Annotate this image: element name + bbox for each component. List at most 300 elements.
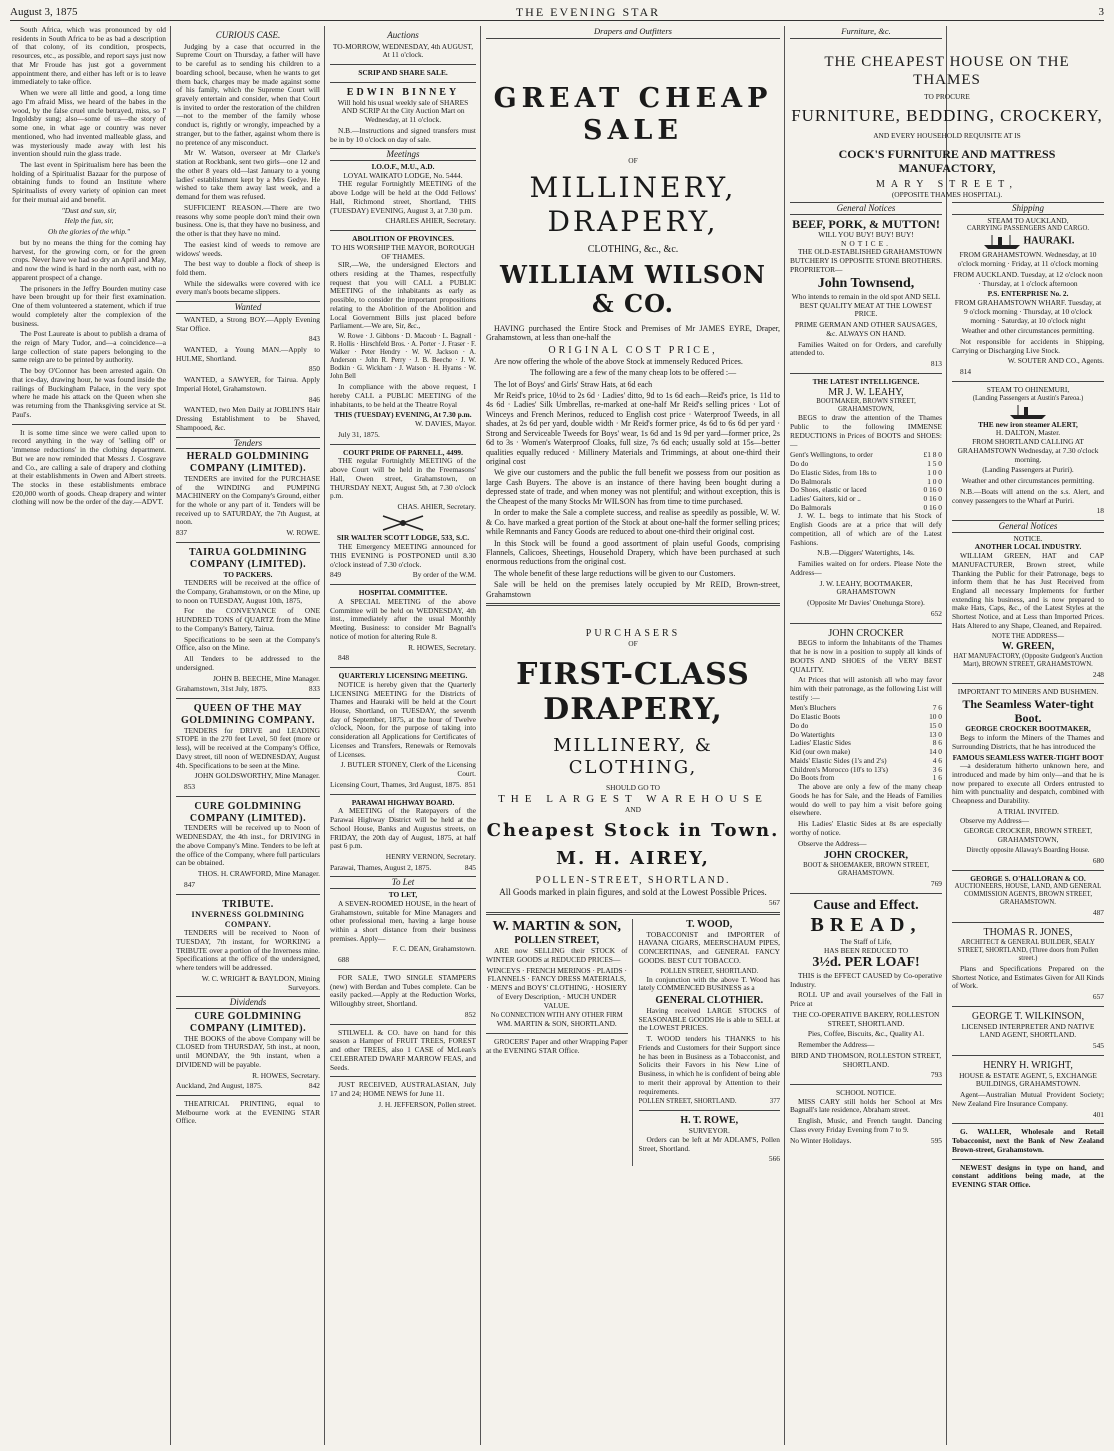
ad-number: 846 — [308, 394, 320, 404]
ad-note: A TRIAL INVITED. — [997, 806, 1059, 816]
meeting-footer — [330, 571, 476, 580]
ad-number: 852 — [464, 1009, 476, 1019]
divider — [176, 698, 320, 699]
divider — [486, 1033, 628, 1034]
ad-text: PRIME GERMAN AND OTHER SAUSAGES, &c. ALWAYS ON HAND. — [794, 320, 938, 338]
tender-text: All Tenders to be addressed to the undersigned. — [176, 654, 320, 672]
ad-text: We give our customers and the public the full benefit we possess from our position as large Cash Buyers. The above is an instance of there having been bought during a depressed state of trade, and when money was not plentiful; and without exception, this is the Cheapest of the many Stocks Mr WILSON has from time to time purchased. — [486, 468, 780, 506]
section-heading-to-let: To Let — [330, 876, 476, 889]
firm-address: HAT MANUFACTORY, (Opposite Gudgeon's Auction Mart), BROWN STREET, GRAHAMSTOWN. — [953, 652, 1103, 668]
tender-title: TRIBUTE. — [222, 898, 274, 910]
meeting-time: THIS (TUESDAY) EVENING, At 7.30 p.m. — [334, 410, 472, 420]
ad-text: J. W. L. begs to intimate that his Stock of English Goods are at a price that will defy competition, all of which are of the Latest Fashions. — [790, 511, 942, 547]
profession: SURVEYOR. — [688, 1126, 730, 1136]
firm-location-note: (OPPOSITE THAMES HOSPITAL). — [891, 190, 1003, 199]
auction-title: SCRIP AND SHARE SALE. — [358, 68, 448, 78]
firm-address: BOOTMAKER, BROWN STREET, GRAHAMSTOWN, — [816, 398, 916, 414]
price-item: Do Boots from — [790, 773, 835, 783]
nursery-ad: STILWELL & CO. have on hand for this season a Hamper of FRUIT TREES, FOREST and other TREES, also 1 CASE of McLean's CELEBRATED DWARF MARROW FEAS, and Seeds. — [330, 1027, 476, 1072]
ad-connector: TO PROCURE — [924, 92, 970, 102]
signature: R. HOWES, Secretary. — [252, 1070, 320, 1080]
price-table — [790, 704, 942, 783]
divider — [639, 1110, 781, 1111]
firm-signature: WM. MARTIN & SON, SHORTLAND. — [496, 1019, 617, 1029]
meeting-text: A SPECIAL MEETING of the above Committee will be held on WEDNESDAY, 4th inst., immediately after the usual Monthly Meeting. Business: to consider Mr Bagnall's notice of motion for altering Rule 8. — [330, 596, 476, 641]
divider — [330, 1076, 476, 1077]
notice-title: SCHOOL NOTICE. — [835, 1087, 897, 1097]
ad-note: Not responsible for accidents in Shipping, Carrying or Discharging Live Stock. — [952, 336, 1104, 355]
tender-title: QUEEN OF THE MAY GOLDMINING COMPANY. — [181, 703, 315, 726]
ad-number: 843 — [308, 334, 320, 344]
firm-name: HENRY H. WRIGHT, — [983, 1059, 1073, 1071]
firm-name: COCK'S FURNITURE AND MATTRESS MANUFACTORY, — [838, 146, 1056, 176]
paragraph-text: While the sidewalks were covered with ice every man's boots became slippers. — [176, 278, 320, 297]
ad-text: Families waited on for orders. Please Note the Address— — [790, 559, 942, 577]
price-row — [790, 713, 942, 722]
ad-headline: GREAT CHEAP SALE — [493, 83, 773, 146]
ad-text: WILLIAM GREEN, HAT and CAP MANUFACTURER, Brown street, while Thanking the Public for their Patronage, begs to inform them that he has Just Received from England all necessary Implements for further extending his business, and is now prepared to make Hats, Caps, &c., of the Latest Styles at the Shortest Notice, and at Less than Imported Prices. Hats Altered to any Shape, Cleaned, and Repaired. — [952, 551, 1104, 630]
ad-number: 680 — [1092, 855, 1104, 865]
ad-text: Remember the Address— — [798, 1040, 875, 1050]
ad-text: Agent—Australian Mutual Provident Society; New Zealand Fire Insurance Company. — [952, 1090, 1104, 1108]
signature: W. DAVIES, Mayor. — [415, 419, 476, 429]
ad-number: 401 — [1092, 1109, 1104, 1119]
ad-number: 545 — [1092, 1041, 1104, 1051]
divider — [952, 381, 1104, 382]
ad-headline: PURCHASERS — [585, 628, 681, 640]
price-row — [790, 451, 942, 460]
tender-text: TENDERS are invited for the PURCHASE of the WINDING and PUMPING MACHINERY on the Company's Ground, either for the whole or any part of it. Tenders will be received up to SATURDAY, the 7th August, at noon. — [176, 473, 320, 527]
tender-text: TENDERS will be received up to Noon of WEDNESDAY, the 4th inst., for DRIVING in the above Company's Mine. Tenders to be left at the office of the Company, where full particulars can be obtained. — [176, 823, 320, 868]
tender-title: CURE GOLDMINING COMPANY (LIMITED). — [189, 800, 307, 824]
firm-signature: GEORGE CROCKER, BROWN STREET, GRAHAMSTOWN, — [963, 826, 1093, 845]
meeting-date: July 31, 1875. — [338, 429, 380, 439]
classified-ad: WANTED, a SAWYER, for Tairua. Apply Imperial Hotel, Grahamstown. — [176, 375, 320, 393]
article-text: The last event in Spiritualism here has been the holding of a Spiritualist Bazaar for the purpose of obtaining funds to found an Institute where Spiritualists of every variety of opinion can meet for their mutual aid and benefit. — [12, 160, 166, 204]
steamship-icon — [952, 403, 1104, 421]
firm-name: T. WOOD, — [686, 918, 733, 930]
meeting-text: THE regular Fortnightly MEETING of the above Lodge will be held at the Odd Fellows' Hall, Richmond street, Shortland, THIS (TUESDAY) EVENING, August 3, at 7.30 p.m. — [330, 179, 476, 215]
ad-text: Orders can be left at Mr ADLAM'S, Pollen Street, Shortland. — [638, 1134, 780, 1153]
ad-text: ARE now SELLING their STOCK of WINTER GOODS at REDUCED PRICES— — [486, 946, 628, 964]
ad-note: N.B.—Boats will attend on the s.s. Alert, and convey passengers to the Wharf at Puriri. — [952, 486, 1104, 505]
ad-number: 595 — [930, 1135, 942, 1145]
signature: W. C. WRIGHT & BAYLDON, Mining Surveyors. — [201, 973, 320, 992]
ad-text: Plans and Specifications Prepared on the Shortest Notice, and Estimates Given for All Kinds of Work. — [952, 963, 1104, 991]
signature: HENRY VERNON, Secretary. — [385, 851, 476, 861]
meeting-title: ABOLITION OF PROVINCES. — [352, 234, 454, 244]
divider — [176, 542, 320, 543]
signature: JOHN B. BEECHE, Mine Manager. — [213, 673, 320, 683]
classified-ad: WANTED, two Men Daily at JOBLIN'S Hair Dressing Establishment to be Shaved, Shampooed, &c. — [176, 405, 320, 432]
meeting-text: THE Emergency MEETING announced for THIS EVENING is POSTPONED until 8.30 o'clock instead of 7.30 o'clock. — [330, 542, 476, 569]
ad-emphasis: ORIGINAL COST PRICE, — [548, 344, 718, 356]
price-item: Do Balmorals — [790, 476, 832, 486]
ad-number: 847 — [184, 879, 196, 889]
ship-master: H. DALTON, Master. — [995, 428, 1061, 438]
ad-headline: FURNITURE, BEDDING, CROCKERY, — [791, 106, 1103, 126]
price-value: 10 0 — [929, 712, 942, 722]
page-number: 3 — [1098, 5, 1104, 18]
firm-name: WILLIAM WILSON & CO. — [500, 260, 766, 318]
notice-title: NOTICE. — [1013, 533, 1043, 543]
ad-headline: GENERAL CLOTHIER. — [655, 995, 764, 1007]
article-text: The boy O'Connor has been arrested again. On that ice-day, drawing hour, he was found inside the railings of Buckingham Palace, in the very spot where he made his attack on the Queen when she was returning from the Thanksgiving service at St. Paul's. — [12, 366, 166, 419]
verse-line: Oh the glories of the whip." — [48, 227, 130, 237]
auction-note: N.B.—Instructions and signed transfers must be in by 10 o'clock on day of sale. — [330, 125, 476, 144]
ad-text: Observe the Address— — [798, 838, 867, 848]
ad-text: Who intends to remain in the old spot AND SELL BEST QUALITY MEAT AT THE LOWEST PRICE. — [791, 291, 941, 319]
divider — [790, 373, 942, 374]
column-auctions-meetings — [326, 26, 480, 1445]
price-value: 3 6 — [932, 764, 942, 774]
verse-line: "Dust and sun, sir, — [61, 205, 117, 215]
ad-number: 851 — [464, 779, 476, 789]
classified-ad: WANTED, a Young MAN.—Apply to HULME, Shortland. — [176, 344, 320, 363]
lodge-emblem-line: I.O.O.F., M.U., A.D. — [371, 161, 435, 171]
ship-name: HAURAKI. — [1023, 236, 1075, 248]
ad-note: Weather and other circumstances permitting. — [961, 476, 1095, 486]
ad-text: In this Stock will be found a good assortment of plain useful Goods, comprising Flannels, Calicoes, Sheetings, Household Drapery, which have been purchased at such enormous reductions from the original cost. — [486, 538, 780, 567]
article-heading: CURIOUS CASE. — [215, 30, 281, 40]
ad-number: 688 — [338, 955, 350, 965]
dividend-footer — [176, 1082, 320, 1091]
ad-number: 18 — [1096, 506, 1104, 516]
ad-text: Observe my Address— — [960, 815, 1029, 825]
ship-name: P.S. ENTERPRISE No. 2. — [987, 289, 1069, 299]
divider — [330, 667, 476, 668]
firm-address: BOOT & SHOEMAKER, BROWN STREET, GRAHAMSTOWN. — [803, 862, 929, 878]
divider — [486, 603, 780, 606]
column-shipping — [948, 198, 1108, 1445]
let-title: TO LET, — [388, 890, 418, 900]
ship-name: THE new iron steamer ALERT, — [978, 419, 1078, 429]
wood-ad — [639, 919, 781, 1166]
divider — [330, 64, 476, 65]
firm-address: POLLEN-STREET, SHORTLAND. — [535, 874, 731, 886]
paragraph-text: SUFFICIENT REASON.—There are two reasons why some people don't mind their own business. One is, that they have no business, and the other is that they have no mind. — [176, 202, 320, 239]
section-heading-drapers: Drapers and Outfitters — [486, 26, 780, 39]
ad-connector: AND — [624, 804, 641, 814]
schedule: FROM SHORTLAND CALLING AT GRAHAMSTOWN Wednesday, at 7.30 o'clock morning. — [957, 437, 1099, 464]
ad-text: BEGS to draw the attention of the Thames Public to the following IMMENSE REDUCTIONS in Prices of BOOTS and SHOES:— — [790, 413, 942, 449]
price-value: 1 0 0 — [927, 476, 942, 486]
ad-text: Pies, Coffee, Biscuits, &c., Quality A1. — [807, 1029, 925, 1039]
ad-text: HAS BEEN REDUCED TO — [823, 945, 909, 955]
firm-signature: BIRD AND THOMSON, ROLLESTON STREET, SHORTLAND. — [790, 1050, 942, 1069]
price-value: £1 8 0 — [923, 450, 942, 460]
divider — [790, 623, 942, 624]
price-item: Children's Morocco (10's to 13's) — [790, 764, 889, 774]
article-text: The prisoners in the Jeffry Bourden mutiny case have been brought up for their first examination. One of them volunteered a statement, which if true would completely alter the complexion of the business. — [12, 283, 166, 328]
price-item: Maids' Elastic Sides (1's and 2's) — [790, 755, 887, 765]
divider — [952, 922, 1104, 923]
ad-number: 837 — [176, 528, 188, 538]
ad-note: No CONNECTION WITH ANY OTHER FIRM — [490, 1012, 623, 1020]
signatories: W. Rowe · J. Gibbons · D. Macoub · L. Bagnall · R. Hollis · Hirschfeld Bros. · A. Porter · J. Fraser · F. Walker · Peter Hendry · W. W. Jackson · A. Anderson · John R. Perry · J. B. Beeche · J. W. Bodkin · G. Wickham · J. Watson · H. Hyams · W. John Bell — [330, 333, 476, 381]
tender-footer — [176, 685, 320, 694]
steamship-icon — [952, 233, 1104, 251]
ad-text: Sale will be held on the premises lately occupied by Mr REID, Brown-street, Grahamstown — [486, 580, 780, 599]
ad-number: 842 — [308, 1081, 320, 1091]
signature: JOHN GOLDSWORTHY, Mine Manager. — [194, 771, 320, 781]
ad-headline: Cheapest Stock in Town. — [486, 820, 780, 842]
firm-name: W. GREEN, — [1001, 640, 1055, 652]
dividend-title: CURE GOLDMINING COMPANY (LIMITED). — [189, 1010, 307, 1034]
ad-text: BEGS to inform the Inhabitants of the Thames that he is now in a position to supply all kinds of BOOTS AND SHOES of the VERY BEST QUALITY. — [790, 638, 942, 674]
route-title: STEAM TO OHINEMURI, — [986, 384, 1070, 394]
ad-text: MISS CARY still holds her School at Mrs Bagnall's late residence, Abraham street. — [790, 1096, 942, 1115]
notice-title: NOTICE. — [841, 238, 891, 248]
price-list: Mr Reid's price, 10½d to 2s 6d · Ladies' ditto, 9d to 1s 6d each—Reid's price, 1s 11d to 4s 6d · Ladies' Silk Umbrellas, re-marked at one-half Mr Reid's selling prices · Lot of Winceys and French Merinos, reduced to English cost price · Waterproof Tweeds, in all shades, at 2s 6d per yard, double width · Mr Reid's former price, 4s 6d to 6s 6d per yard · Strong and Serviceable Tweeds for Boys' wear, 1s 6d and 1s 9d per yard—former price, 2s 6d to 3s · Women's Waterproof Cloaks, full size, 7s 6d each; usually sold at 15s—better qualities equally reduced · Millinery Materials and Trimmings, at about one-third their original cost — [486, 390, 780, 466]
ad-text: All Goods marked in plain figures, and sold at the Lowest Possible Prices. — [499, 886, 767, 897]
ad-number: 845 — [464, 862, 476, 872]
ad-note: Weather and other circumstances permitting. — [961, 326, 1095, 336]
dividend-text: THE BOOKS of the above Company will be CLOSED from THURSDAY, 5th inst., at noon, until MONDAY, the 9th instant, when a DIVIDEND will be payable. — [176, 1033, 320, 1069]
meeting-footer — [330, 781, 476, 790]
ad-subheadline: WILL YOU BUY! BUY! BUY! — [818, 229, 914, 239]
dividend-date: Auckland, 2nd August, 1875. — [176, 1081, 263, 1091]
section-heading-meetings: Meetings — [330, 148, 476, 161]
article-text: South Africa, which was pronounced by old residents in South Africa to be as bad a description of that colony, of its condition, prospects, resources, etc., as possible, and report says just now that Mr Froude has just got a government appointment there, and either has left or is to leave immediately to take office. — [12, 25, 166, 87]
firm-location-note: (Opposite Mr Davies' Onehunga Store). — [807, 598, 925, 608]
ad-headline: IMPORTANT TO MINERS AND BUSHMEN. — [957, 687, 1099, 697]
meeting-text: NOTICE is hereby given that the Quarterly LICENSING MEETING for the Districts of Thames and Hauraki will be held at the Court House, Shortland, on TUESDAY, the seventh day of September, 1875, at the hour of Twelve o'clock, Noon, for the purpose of taking into consideration all Applications for Certificates of Licenses and Transfers, Renewals or Removals of Licenses. — [330, 679, 476, 759]
issue-date: August 3, 1875 — [10, 5, 78, 18]
firm-name: H. T. ROWE, — [680, 1115, 739, 1127]
price-value: 4 6 — [932, 755, 942, 765]
divider — [486, 912, 780, 915]
meeting-title: PARAWAI HIGHWAY BOARD. — [351, 797, 455, 807]
signature: CHARLES AHIER, Secretary. — [385, 216, 476, 226]
price-item: Do Balmorals — [790, 502, 832, 512]
ad-headline: THE LATEST INTELLIGENCE. — [812, 376, 920, 386]
column-rule — [324, 26, 325, 1445]
ad-text: In conjunction with the above T. Wood has lately COMMENCED BUSINESS as a — [638, 974, 780, 993]
paragraph-text: The easiest kind of weeds to remove are widows' weeds. — [176, 239, 320, 258]
ad-headline: BREAD, — [810, 914, 922, 937]
tender-title: TAIRUA GOLDMINING COMPANY (LIMITED). — [188, 546, 308, 570]
let-text: A SEVEN-ROOMED HOUSE, in the heart of Grahamstown, suitable for Mine Managers and other professional men, having a large house within a short distance from their business premises. Apply— — [330, 898, 476, 943]
meeting-footer — [330, 864, 476, 873]
meeting-title: SIR WALTER SCOTT LODGE, 533, S.C. — [336, 533, 470, 543]
ad-text: NEWEST designs in type on hand, and constant additions being made, at the EVENING STAR Office. — [952, 1162, 1104, 1190]
ad-number: 793 — [930, 1070, 942, 1080]
price-list: The lot of Boys' and Girls' Straw Hats, at 6d each — [494, 379, 653, 389]
ad-note: N.B.—Diggers' Watertights, 14s. — [817, 548, 915, 558]
tender-text: TENDERS for DRIVE and LEADING STOPE in the 270 feet Level, 50 feet (more or less), will be received at the Company's Office, Davy street, till noon of WEDNESDAY, August 4th. Specifications to be seen at the Mine. — [176, 725, 320, 770]
notice-title: ANOTHER LOCAL INDUSTRY. — [974, 542, 1082, 552]
signature: J. H. JEFFERSON, Pollen street. — [378, 1099, 476, 1109]
ad-text: TOBACCONIST and IMPORTER of HAVANA CIGARS, MEERSCHAUM PIPES, CONCERTINAS, and GENERAL FANCY GOODS. BEST CUT TOBACCO. — [638, 929, 780, 965]
masthead — [10, 4, 1104, 21]
price-item: Do Elastic Sides, from 18s to — [790, 467, 877, 477]
classified-ad: WANTED, a Strong BOY.—Apply Evening Star Office. — [176, 314, 320, 333]
schedule: FROM AUCKLAND. Tuesday, at 12 o'clock noon · Thursday, at 1 o'clock afternoon — [953, 269, 1103, 288]
price-value: 0 16 0 — [923, 494, 942, 503]
signature: W. ROWE. — [286, 528, 320, 538]
column-general-notices — [786, 198, 946, 1445]
schedule: FROM GRAHAMSTOWN WHARF. Tuesday, at 9 o'clock morning · Thursday, at 10 o'clock morning · Saturday, at 10 o'clock night — [954, 298, 1102, 325]
ad-number: 377 — [769, 1098, 780, 1106]
price-value: 7 6 — [932, 703, 942, 713]
price-value: 15 0 — [929, 720, 942, 730]
ad-headline: Cause and Effect. — [813, 897, 919, 913]
divider — [330, 584, 476, 585]
meeting-text: In compliance with the above request, I hereby CALL a PUBLIC MEETING of the inhabitants, to be held at the Theatre Royal — [330, 382, 476, 409]
firm-name: W. MARTIN & SON, — [492, 918, 621, 934]
tender-title: HERALD GOLDMINING COMPANY (LIMITED). — [186, 451, 310, 474]
divider — [330, 969, 476, 970]
advertorial-text: It is some time since we were called upon to record anything in the way of 'selling off' or 'immense reductions' in the clothing department. But we are now reminded that Messrs J. Cosgrave and Co., are calling a sale of drapery and clothing at their establishments in Owen and Albert streets. The stocks in these establishments embrace £20,000 worth of goods. Cheap drapery and winter clothing will now be the order of the day.—ADVT. — [12, 427, 166, 507]
divider — [330, 1024, 476, 1025]
two-column-ads — [486, 919, 780, 1166]
ad-headline: MILLINERY, & CLOTHING, — [553, 735, 713, 778]
ad-text: Begs to inform the Miners of the Thames and Surrounding Districts, that he has introduced the — [952, 733, 1104, 751]
ad-text: ROLL UP and avail yourselves of the Fall in Price at — [790, 990, 942, 1009]
ad-headline: THE LARGEST WAREHOUSE — [498, 792, 768, 805]
lodge-name: LOYAL WAIKATO LODGE, No. 5444. — [343, 170, 463, 180]
ad-number: 848 — [338, 653, 350, 663]
article-text: Mr W. Watson, overseer at Mr Clarke's station at Rockbank, sent two girls—one 12 and the other 8 years old—last January to a young ladies' establishment kept by a Mrs Gedye. He wished to take them away last week, and a demand for them was refused. — [176, 148, 320, 202]
auctioneer-name: EDWIN BINNEY — [346, 86, 460, 98]
price-headline: 3½d. PER LOAF! — [812, 955, 920, 971]
column-rule — [946, 26, 947, 1445]
article-text: When we were all little and good, a long time ago I'm afraid Miss, we heard of the babes in the wood, by the false cruel uncle betrayed, miss, so I' Ingoldsby sung; also—some of us—the story of some one, in what age or country was never mentioned, who had invented malleable glass, and was mysteriously made away with lest his invention should ruin the glass trade. — [12, 88, 166, 159]
section-heading-general-notices: General Notices — [952, 520, 1104, 533]
firm-location-note: Directly opposite Allaway's Boarding House. — [966, 846, 1090, 854]
firm-address: MARY STREET, — [875, 179, 1018, 191]
auction-date: TO-MORROW, WEDNESDAY, 4th AUGUST, At 11 o'clock. — [332, 41, 474, 60]
ad-text: THE OLD-ESTABLISHED GRAHAMSTOWN BUTCHERY IS OPPOSITE STONE BROTHERS. PROPRIETOR— — [790, 247, 942, 274]
price-item: Kid (our own make) — [790, 747, 851, 757]
tender-subtitle: TO PACKERS. — [223, 569, 273, 579]
verse-line: Help the fun, sir, — [64, 216, 114, 226]
news-ad: JUST RECEIVED, AUSTRALASIAN, July 17 and 24; HOME NEWS for June 11. — [330, 1080, 476, 1099]
firm-name: GEORGE T. WILKINSON, — [971, 1010, 1085, 1022]
price-value: 0 16 0 — [923, 502, 942, 512]
section-heading-wanted: Wanted — [176, 301, 320, 314]
ad-headline: FAMOUS SEAMLESS WATER-TIGHT BOOT — [952, 752, 1104, 762]
tender-text: Specifications to be seen at the Company's Office, also on the Mine. — [176, 634, 320, 653]
ad-text: LICENSED INTERPRETER AND NATIVE LAND AGENT, SHORTLAND. — [961, 1021, 1095, 1040]
divider — [176, 1095, 320, 1096]
ad-number: 487 — [1092, 908, 1104, 918]
divider — [952, 1123, 1104, 1124]
ad-text: ARCHITECT & GENERAL BUILDER, SEALY STREET, SHORTLAND, (Three doors from Pollen street.) — [957, 938, 1099, 962]
tender-date: Grahamstown, 31st July, 1875. — [176, 684, 268, 694]
section-heading-furniture: Furniture, &c. — [790, 26, 942, 39]
ad-headline: THE CHEAPEST HOUSE ON THE THAMES — [824, 54, 1070, 88]
price-item: Do Watertights — [790, 729, 835, 739]
ad-number: 769 — [930, 879, 942, 889]
ad-headline: The Seamless Water-tight Boot. — [962, 697, 1094, 726]
column-rule — [784, 26, 785, 1445]
divider — [176, 894, 320, 895]
firm-name: JOHN CROCKER — [828, 627, 904, 639]
ad-text: Families Waited on for Orders, and carefully attended to. — [790, 339, 942, 358]
divider — [330, 444, 476, 445]
ad-number: 566 — [768, 1154, 780, 1164]
ad-text: At Prices that will astonish all who may favor him with their patronage, as the following List will testify :— — [790, 675, 942, 702]
firm-address: POLLEN STREET, — [514, 935, 600, 947]
ad-number: 849 — [330, 570, 342, 580]
route-title: STEAM TO AUCKLAND, — [987, 215, 1069, 225]
ad-text: G. WALLER, Wholesale and Retail Tobacconist, next the Bank of New Zealand Brown-street, Grahamstown. — [952, 1127, 1104, 1154]
firm-signature: J. W. LEAHY, BOOTMAKER, GRAHAMSTOWN — [819, 578, 913, 597]
column-rule — [480, 26, 481, 1445]
ad-text: T. WOOD tenders his THANKS to his Friends and Customers for their Support since he has been in Business as a Tobacconist, and Solicits their Favors in his New Line of Business, in which he is confident of being able to merit their approval by Attention to their requirements. — [638, 1034, 780, 1096]
ad-connector: AND EVERY HOUSEHOLD REQUISITE AT IS — [873, 131, 1021, 141]
price-value: 1 6 — [932, 773, 942, 783]
column-news — [8, 26, 170, 1445]
signature: J. BUTLER STONEY, Clerk of the Licensing Court. — [340, 760, 476, 779]
route-subtitle: CARRYING PASSENGERS AND CARGO. — [966, 225, 1090, 233]
price-value: 0 16 0 — [923, 485, 942, 495]
ad-text: Having received LARGE STOCKS of SEASONABLE GOODS He is able to SELL at the LOWEST PRICES. — [638, 1005, 780, 1033]
ad-number: 248 — [1092, 669, 1104, 679]
column-drapers — [482, 26, 784, 1445]
ad-number: 652 — [930, 608, 942, 618]
article-text: but by no means the thing for the coming hay harvest, for the growing corn, or for the green crops. Never have we had so dry an April and May, and now the wind is hard in the north east, with no apparent prospect of a change. — [12, 237, 166, 282]
firm-address: POLLEN STREET, SHORTLAND. — [660, 967, 759, 975]
ad-connector: OF — [628, 638, 638, 648]
signature: F. C. DEAN, Grahamstown. — [392, 944, 476, 954]
ad-note: No Winter Holidays. — [790, 1135, 852, 1145]
ad-text: His Ladies' Elastic Sides at 8s are especially worthy of notice. — [790, 819, 942, 837]
price-item: Do do — [790, 720, 809, 730]
ad-headline: MILLINERY, DRAPERY, — [529, 171, 737, 238]
divider — [12, 424, 166, 425]
ad-text: The above are only a few of the many cheap Goods he has for Sale, and the Heads of Families would do well to pay him a visit before going elsewhere. — [790, 782, 942, 818]
crossed-swords-icon — [330, 514, 476, 535]
ad-subheadline: CLOTHING, &c., &c. — [587, 243, 679, 255]
firm-name: M. H. AIREY, — [556, 847, 710, 869]
tender-subtitle: INVERNESS GOLDMINING COMPANY. — [191, 910, 305, 929]
ad-note: NOTE THE ADDRESS— — [991, 632, 1064, 640]
price-value: 8 6 — [932, 738, 942, 748]
price-item: Do Elastic Boots — [790, 712, 841, 722]
price-item: Gent's Wellingtons, to order — [790, 450, 873, 460]
price-item: Do do — [790, 459, 809, 469]
article-text: Judging by a case that occurred in the Supreme Court on Thursday, a father will have to be careful as to sending his children to a boarding school, because, when he wants to get them back, charges may be made against some of his family, which the Supreme Court will gravely entertain and consider, when that Court is invited to order the restoration of the children—not to the member of the family whose conduct is, rightly or wrongly, impeached by a stranger, but to the father, against whom there is no pretence of any misconduct. — [176, 41, 320, 147]
ad-subheadline: The Staff of Life, — [840, 936, 892, 946]
tender-footer — [176, 529, 320, 538]
firm-name: JOHN CROCKER, — [824, 850, 908, 862]
paper-title: THE EVENING STAR — [515, 4, 661, 19]
ad-text: The whole benefit of these large reductions will be given to our Customers. — [494, 568, 736, 578]
section-heading-general-notices: General Notices — [790, 202, 942, 215]
martin-ad — [486, 919, 633, 1166]
signature: R. HOWES, Secretary. — [408, 642, 476, 652]
divider — [790, 1084, 942, 1085]
ad-connector: OF — [628, 155, 638, 165]
goods-list: WINCEYS · FRENCH MERINOS · PLAIDS · FLANNELS · FANCY DRESS MATERIALS, · MEN'S and BOYS' CLOTHING, · HOSIERY of Every Description, · MUCH UNDER VALUE. — [486, 965, 628, 1010]
section-heading-shipping: Shipping — [952, 202, 1104, 215]
section-heading-tenders: Tenders — [176, 437, 320, 450]
ad-text: AUCTIONEERS, HOUSE, LAND, AND GENERAL COMMISSION AGENTS, BROWN STREET, GRAHAMSTOWN. — [954, 883, 1102, 907]
firm-name: GEORGE S. O'HALLORAN & CO. — [970, 873, 1086, 883]
ad-number: 833 — [308, 684, 320, 694]
meeting-title: COURT PRIDE OF PARNELL, 4499. — [343, 447, 463, 457]
divider — [952, 683, 1104, 684]
divider — [330, 230, 476, 231]
price-value: 13 0 — [929, 729, 942, 739]
paragraph-text: The best way to double a flock of sheep is fold them. — [176, 259, 320, 277]
firm-name: THE CO-OPERATIVE BAKERY, ROLLESTON STREET, SHORTLAND. — [792, 1009, 940, 1028]
signature: CHAS. AHIER, Secretary. — [397, 502, 476, 512]
meeting-text: THE regular Fortnightly MEETING of the above Court will be held in the Freemasons' Hall, Owen street, Grahamstown, on THURSDAY NEXT, August 5th, at 7.30 o'clock p.m. — [330, 456, 476, 501]
